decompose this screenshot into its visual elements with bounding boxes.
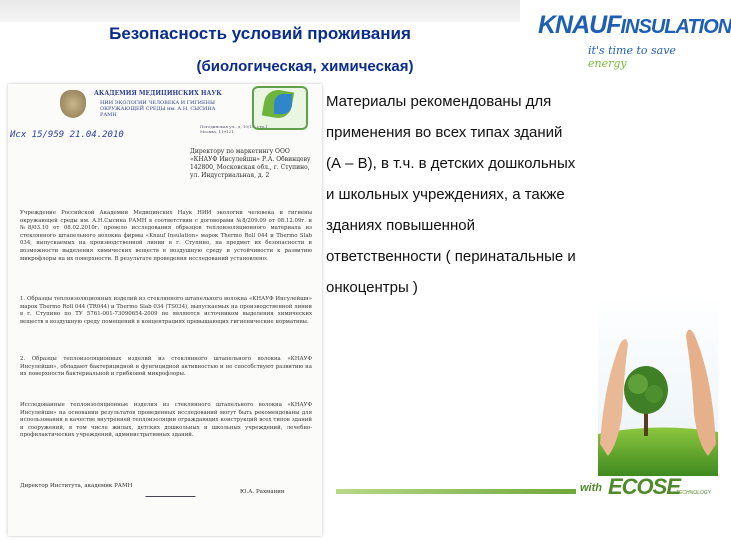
logo-tagline-text: it's time to save bbox=[588, 44, 676, 57]
coat-of-arms-icon bbox=[60, 90, 86, 118]
letter-paragraph-2: 2. Образцы теплоизоляционных изделий из стеклянного штапельного волокна «КНАУФ Инсулейшн», обладают бактерицидной и фунгицидной активностью и не способствуют развитию на их поверхности бактериальной и грибковой микрофлоры. bbox=[20, 356, 312, 378]
recommendation-line: ответственности ( перинатальные и bbox=[326, 248, 576, 265]
slide-subtitle: (биологическая, химическая) bbox=[196, 58, 414, 75]
letter-org-sub: НИИ ЭКОЛОГИИ ЧЕЛОВЕКА И ГИГИЕНЫ ОКРУЖАЮЩЕЙ СРЕДЫ им. А.Н. СЫСИНА РАМН bbox=[100, 100, 216, 118]
drop-icon bbox=[274, 94, 292, 114]
recommendation-line: и школьных учреждениях, а также bbox=[326, 186, 565, 203]
recommendation-line: зданиях повышенной bbox=[326, 217, 475, 234]
recommendation-line: онкоцентры ) bbox=[326, 279, 418, 296]
recommendation-line: (А – В), в т.ч. в детских дошкольных bbox=[326, 155, 576, 172]
ecose-with: with bbox=[580, 482, 602, 494]
letter-paragraph-intro: Учреждение Российской Академии Медицинских Наук НИИ экологии человека и гигиены окружающей среды им. А.Н.Сысина РАМН в соответствии с договорами №8/209.09 от 08.12.09г. и №8/03.10 от 08.02.2010г. провело исследования образцов теплоизоляционного материала из стеклянного штапельного волокна фирмы «Knauf Insulation» марок Thermo Roll 044 и Thermo Slab 034, выпускаемых на производственной линии в г. Ступино, на предмет их безопасности и возможности выделения химических веществ в воздушную среду и устойчивости к развитию микрофлоры на их поверхности. В результате проведения исследований установлено: bbox=[20, 210, 312, 262]
logo-word-insulation: INSULATION bbox=[620, 16, 731, 38]
header-band bbox=[0, 0, 520, 22]
ecose-logo bbox=[580, 474, 710, 504]
letter-paragraph-1: 1. Образцы теплоизоляционных изделий из стеклянного штапельного волокна «КНАУФ Инсулейшн» марок Thermo Roll 044 (TR044) и Thermo Slab 034 (TS034), выпускаемых на производственной линии в г. Ступино по ТУ 5761-001-73090654-2009 не являются источником выделения химических веществ в воздушную среду помещений в концентрациях превышающих гигиенические нормативы. bbox=[20, 296, 312, 325]
ecose-technology: TECHNOLOGY bbox=[676, 490, 712, 496]
letter-signer-title: Директор Института, академик РАМН bbox=[20, 483, 133, 489]
letter-ref-number: Исх 15/959 21.04.2010 bbox=[10, 130, 124, 140]
scanned-letter bbox=[8, 84, 322, 536]
letter-signer-name: Ю.А. Рахманин bbox=[240, 489, 285, 495]
letter-paragraph-3: Исследованные теплоизоляционные изделия из стеклянного штапельного волокна «КНАУФ Инсулейшн» на основании результатов проведенных исследований могут быть рекомендованы для использования в качестве внутренней теплоизоляции ограждающих конструкций всех типов зданий и сооружений, в том числе жилых, детских дошкольных и школьных учреждений, лечебно-профилактических учреждений, административных зданий. bbox=[20, 402, 312, 439]
recommendation-text bbox=[326, 86, 662, 303]
logo-tagline-energy: energy bbox=[588, 57, 627, 70]
knauf-insulation-logo bbox=[538, 10, 731, 80]
recommendation-line: Материалы рекомендованы для bbox=[326, 93, 552, 110]
logo-wordmark bbox=[538, 10, 731, 42]
ecose-green-bar bbox=[336, 489, 576, 494]
recommendation-line: применения во всех типах зданий bbox=[326, 124, 563, 141]
slide-title: Безопасность условий проживания bbox=[109, 24, 411, 43]
hands-tree-image bbox=[598, 294, 718, 476]
signature bbox=[145, 482, 200, 497]
ecose-word: ECOSE bbox=[608, 474, 681, 499]
letter-address: Погодинская ул., д. 10/15, стр.1 Москва, 119121 bbox=[200, 124, 268, 134]
logo-tagline bbox=[588, 44, 708, 70]
logo-word-knauf: KNAUF bbox=[538, 11, 621, 39]
letter-org-title: АКАДЕМИЯ МЕДИЦИНСКИХ НАУК bbox=[94, 90, 222, 97]
letter-recipient: Директору по маркетингу ООО «КНАУФ Инсулейшн» Р.А. Обвинцеву 142800, Московская обл., г. Ступино, ул. Индустриальная, д. 2 bbox=[190, 148, 311, 179]
